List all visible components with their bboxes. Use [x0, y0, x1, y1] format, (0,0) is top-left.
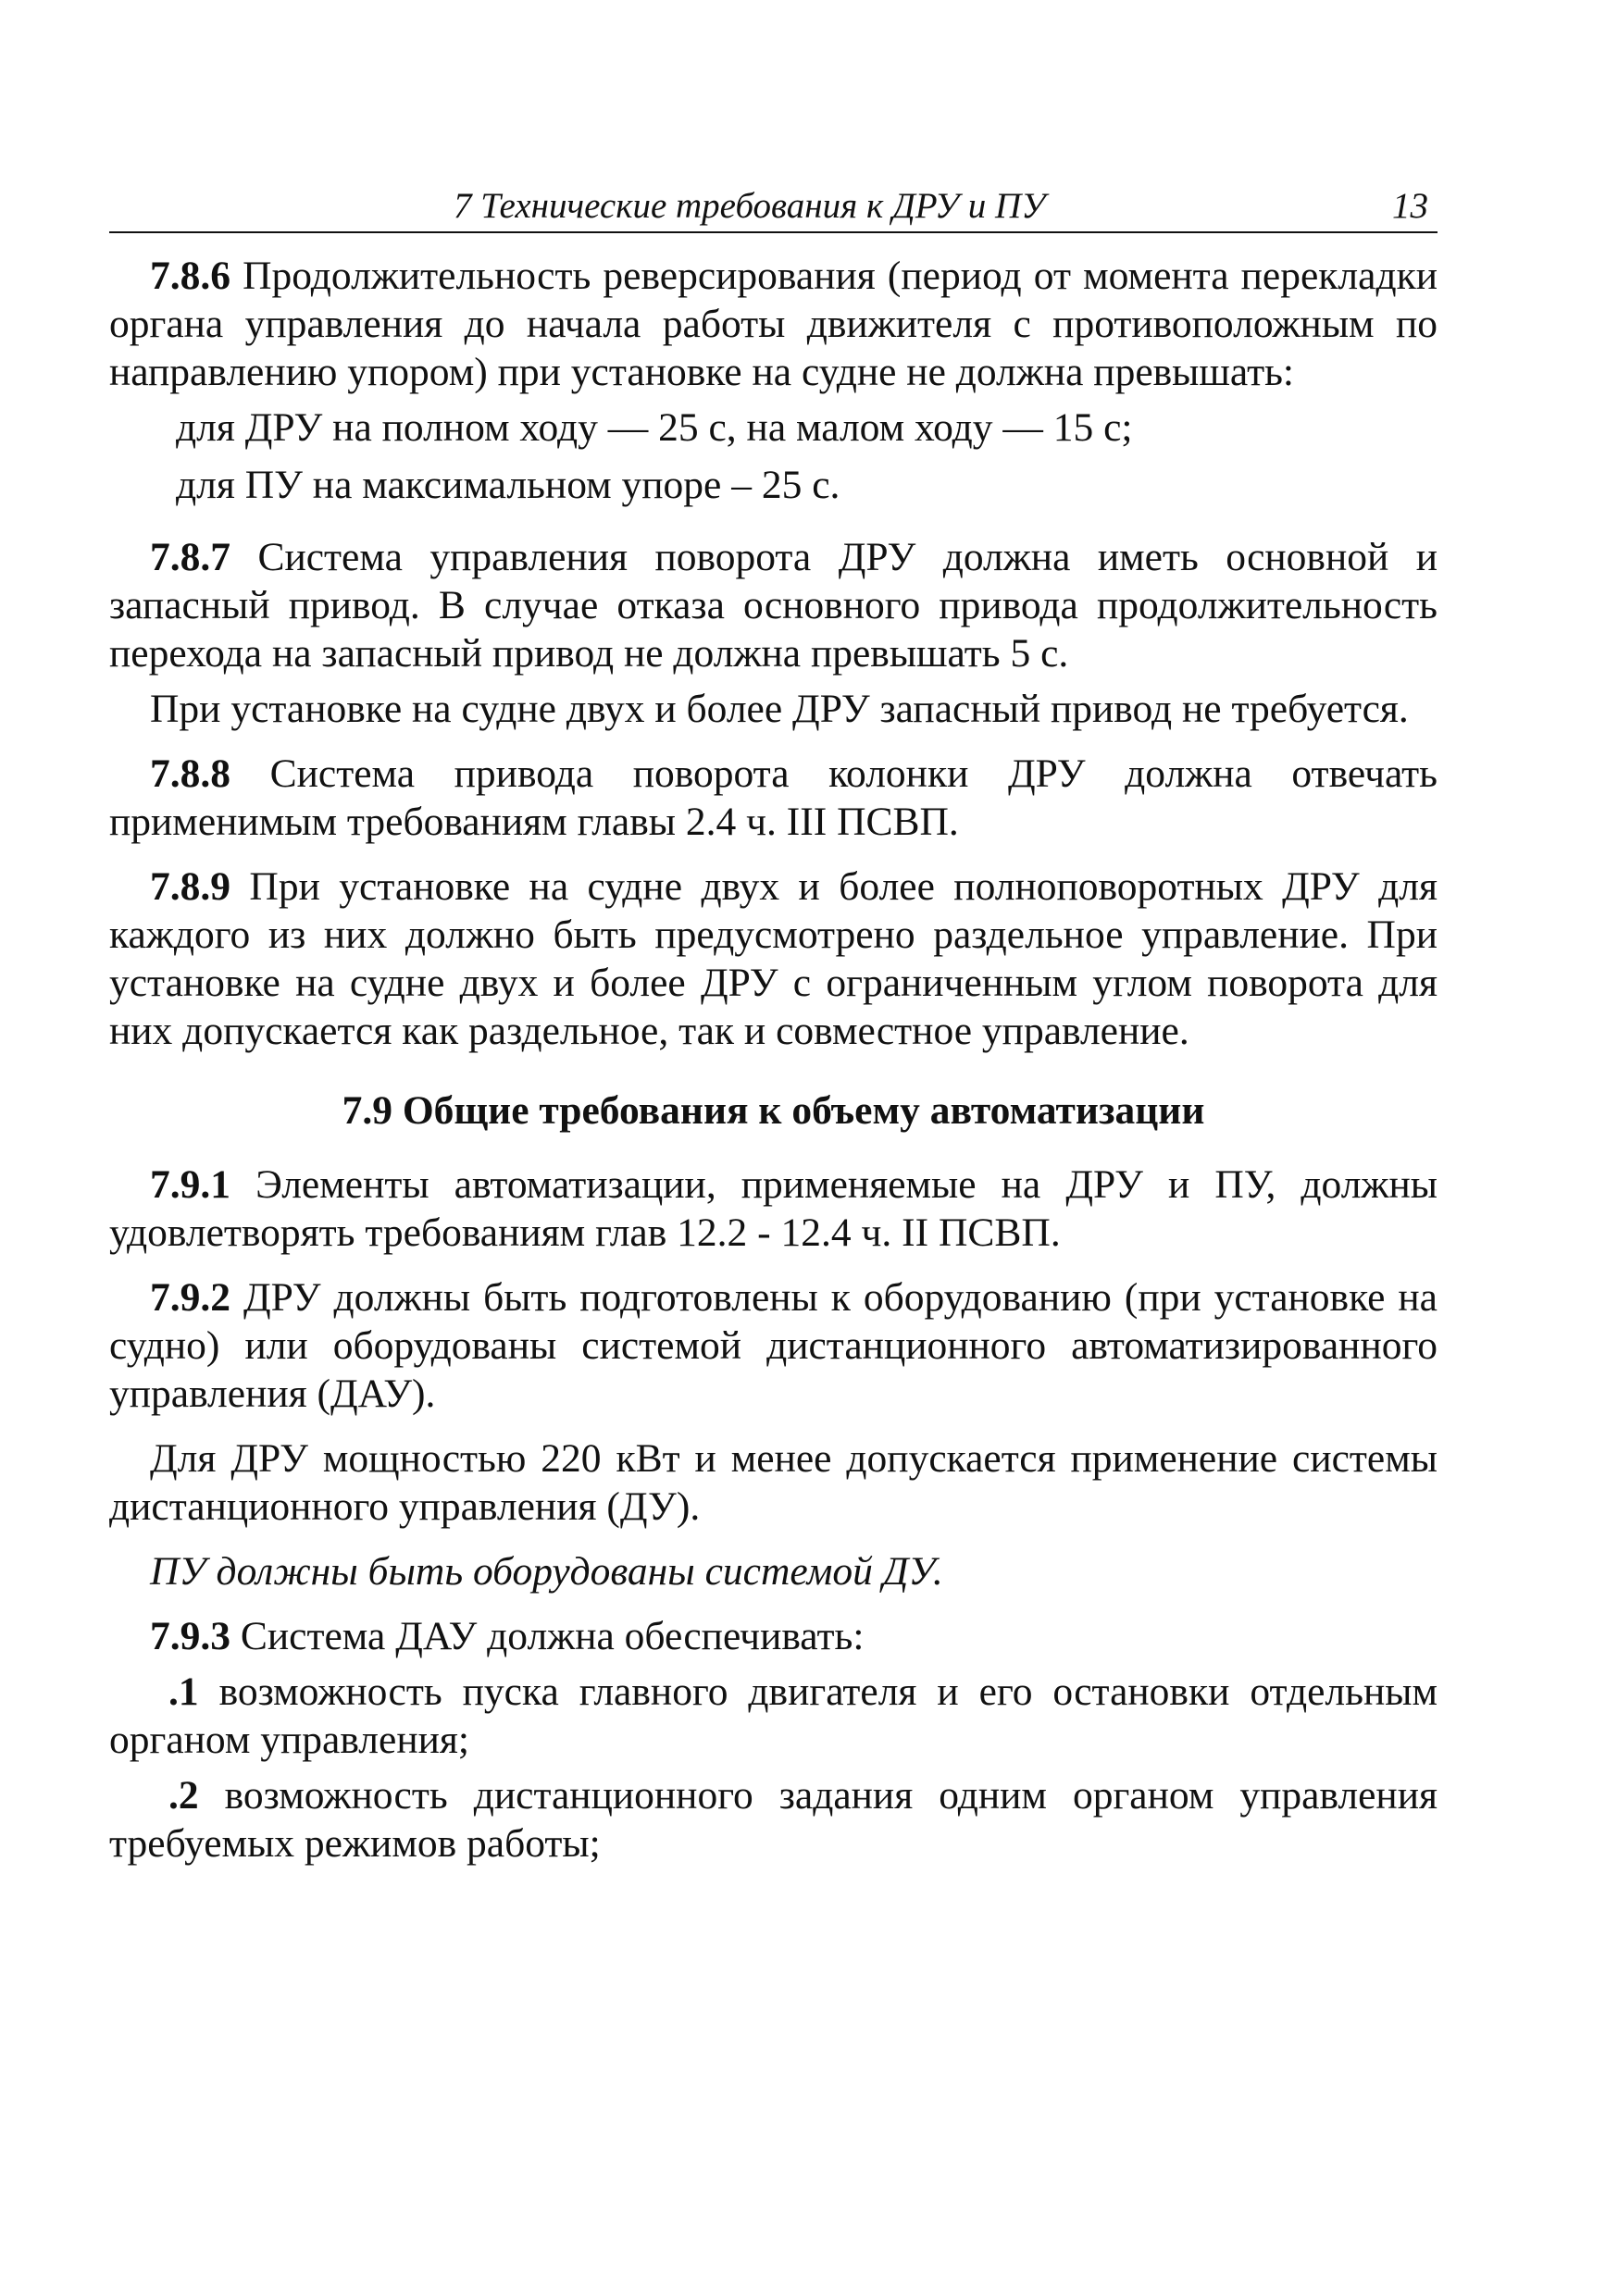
list-line: для ПУ на максимальном упоре – 25 с. — [176, 463, 840, 507]
clause-number: 7.8.7 — [150, 535, 230, 579]
paragraph-text: При установке на судне двух и более полноповоротных ДРУ для каждого из них должно быть предусмотрено раздельное управление. При установке на судне двух и более ДРУ с ограниченным углом поворота для них допускается как раздельное, так и совместное управление. — [109, 864, 1438, 1053]
paragraph-text: Элементы автоматизации, применяемые на ДРУ и ПУ, должны удовлетворять требованиям глав 12.2 - 12.4 ч. II ПСВП. — [109, 1162, 1438, 1255]
paragraph-7-9-1 — [109, 1160, 1438, 1257]
page-number: 13 — [1392, 186, 1428, 226]
paragraph-7-9-2 — [109, 1273, 1438, 1418]
paragraph-7-8-7-note: При установке на судне двух и более ДРУ запасный привод не требуется. — [150, 687, 1409, 731]
clause-number: 7.9.1 — [150, 1162, 230, 1207]
paragraph-text: Система ДАУ должна обеспечивать: — [230, 1614, 865, 1658]
paragraph-text: Продолжительность реверсирования (период от момента перекладки органа управления до начала работы движителя с противоположным по направлению упором) при установке на судне не должна превышать: — [109, 254, 1438, 394]
document-body — [109, 252, 1438, 1875]
paragraph-7-9-2-note: Для ДРУ мощностью 220 кВт и менее допускается применение системы дистанционного управления (ДУ). — [109, 1436, 1438, 1529]
clause-number: 7.8.9 — [150, 864, 230, 909]
item-number: .1 — [168, 1669, 199, 1714]
list-item — [109, 1668, 1438, 1764]
paragraph-7-8-9 — [109, 863, 1438, 1055]
list-line: для ДРУ на полном ходу — 25 с, на малом ходу — 15 с; — [176, 405, 1133, 450]
paragraph-7-8-6 — [109, 252, 1438, 396]
paragraph-7-9-2-italic: ПУ должны быть оборудованы системой ДУ. — [150, 1549, 943, 1594]
paragraph-text: Система управления поворота ДРУ должна иметь основной и запасный привод. В случае отказа основного привода продолжительность перехода на запасный привод не должна превышать 5 с. — [109, 535, 1438, 676]
list-item — [109, 1771, 1438, 1868]
clause-number: 7.9.2 — [150, 1275, 230, 1320]
item-text: возможность пуска главного двигателя и его остановки отдельным органом управления; — [109, 1669, 1438, 1762]
paragraph-7-8-7 — [109, 533, 1438, 677]
clause-number: 7.9.3 — [150, 1614, 230, 1658]
running-header — [109, 185, 1438, 233]
item-text: возможность дистанционного задания одним органом управления требуемых режимов работы; — [109, 1773, 1438, 1866]
clause-number: 7.8.6 — [150, 254, 230, 298]
paragraph-7-9-3 — [109, 1612, 1438, 1660]
header-title: 7 Технические требования к ДРУ и ПУ — [454, 186, 1046, 226]
paragraph-7-8-8 — [109, 750, 1438, 846]
section-heading-7-9: 7.9 Общие требования к объему автоматизации — [342, 1088, 1205, 1133]
paragraph-text: ДРУ должны быть подготовлены к оборудованию (при установке на судно) или оборудованы системой дистанционного автоматизированного управления (ДАУ). — [109, 1275, 1438, 1416]
clause-number: 7.8.8 — [150, 751, 230, 796]
paragraph-text: Система привода поворота колонки ДРУ должна отвечать применимым требованиям главы 2.4 ч. III ПСВП. — [109, 751, 1438, 844]
item-number: .2 — [168, 1773, 199, 1818]
